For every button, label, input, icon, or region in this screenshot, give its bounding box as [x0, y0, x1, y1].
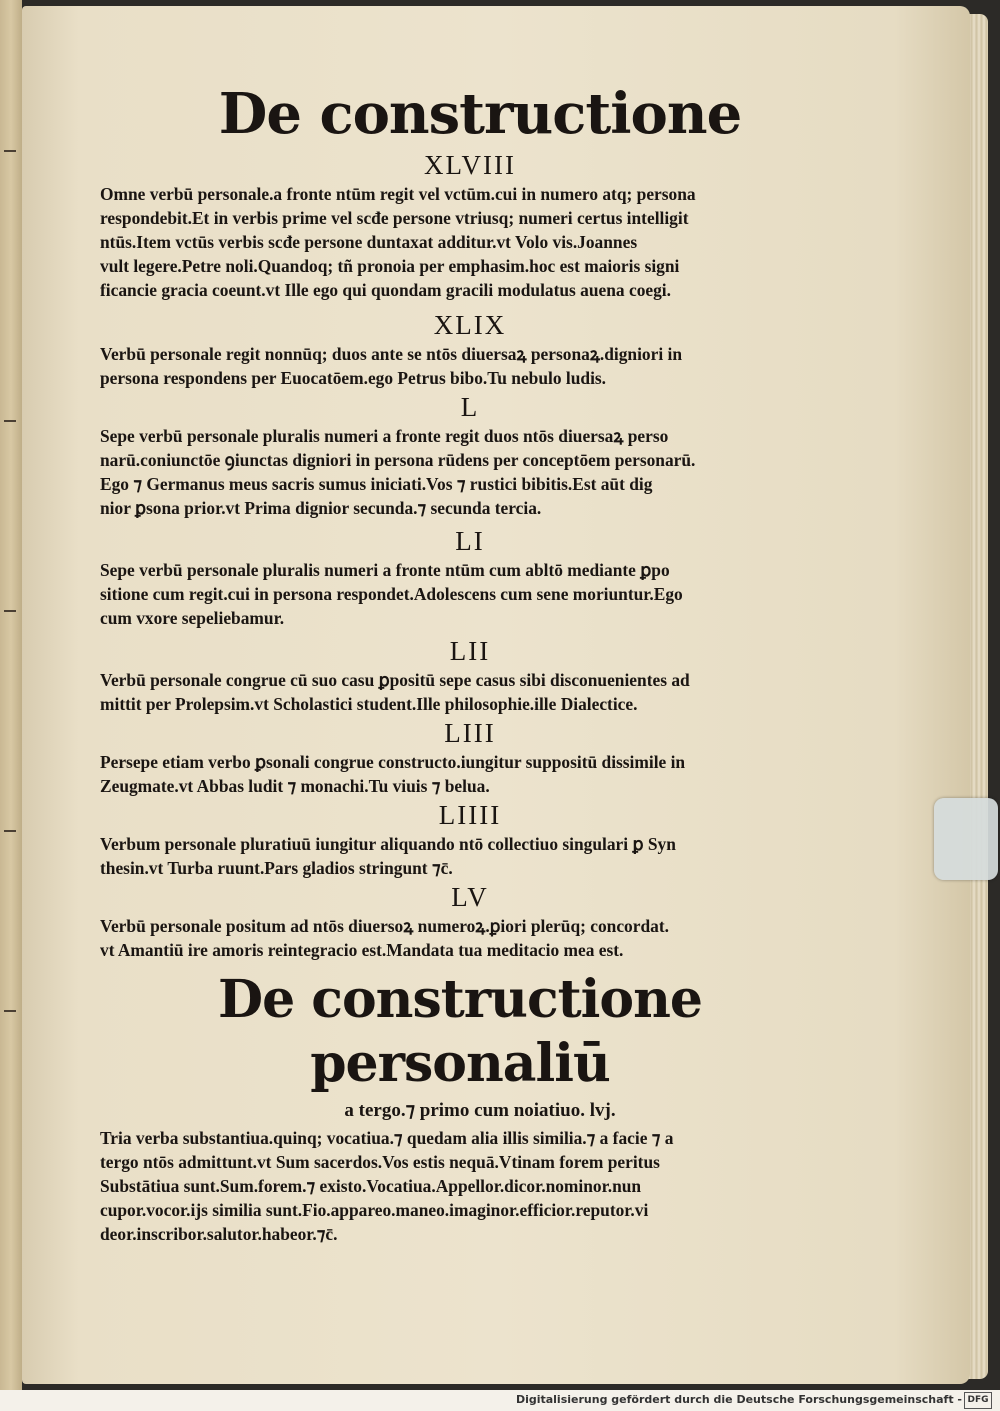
text-line: Substātiua sunt.Sum.forem.⁊ existo.Vocatiua.Appellor.dicor.nominor.nun [100, 1176, 642, 1196]
section-paragraph [100, 668, 820, 716]
book-binding [0, 0, 22, 1390]
text-line: nior ꝑsona prior.vt Prima dignior secunda.⁊ secunda tercia. [100, 498, 542, 518]
text-line: tergo ntōs admittunt.vt Sum sacerdos.Vos estis nequā.Vtinam forem peritus [100, 1152, 660, 1172]
text-line: ficancie gracia coeunt.vt Ille ego qui quondam gracili modulatus auena coegi. [100, 280, 671, 300]
section-lii [100, 634, 820, 716]
section-numeral: LI [455, 526, 485, 556]
text-line: thesin.vt Turba ruunt.Pars gladios stringunt ⁊c̄. [100, 858, 453, 878]
text-line: Ego ⁊ Germanus meus sacris sumus iniciati.Vos ⁊ rustici bibitis.Est aūt dig [100, 474, 653, 494]
text-line: Verbū personale regit nonnūq; duos ante se ntōs diuersaꝝ personaꝝ.digniori in [100, 344, 683, 364]
binding-mark [4, 830, 16, 832]
text-line: Omne verbū personale.a fronte ntūm regit vel vctūm.cui in numero atq; persona [100, 184, 696, 204]
text-line: cum vxore sepeliebamur. [100, 608, 285, 628]
dfg-logo-icon: DFG [964, 1392, 992, 1409]
text-line: sitione cum regit.cui in persona respondet.Adolescens cum sene moriuntur.Ego [100, 584, 683, 604]
text-line: Verbū personale congrue cū suo casu ꝑpositū sepe casus sibi disconuenientes ad [100, 670, 690, 690]
text-line: Verbū personale positum ad ntōs diuersoꝝ numeroꝝ.ꝑiori plerūq; concordat. [100, 916, 669, 936]
text-line: persona respondens per Euocatōem.ego Petrus bibo.Tu nebulo ludis. [100, 368, 607, 388]
section-paragraph [100, 558, 820, 630]
section-numeral: LIII [444, 718, 496, 748]
text-line: Sepe verbū personale pluralis numeri a fronte ntūm cum abltō mediante ꝑpo [100, 560, 670, 580]
bookmark-tab [934, 798, 998, 880]
section-numeral: LV [451, 882, 489, 912]
section-numeral: XLVIII [424, 150, 516, 180]
page-title: De constructione [218, 81, 742, 147]
section-numeral: LIIII [438, 800, 502, 830]
section-numeral: XLIX [433, 310, 507, 340]
binding-mark [4, 610, 16, 612]
section-xlix [100, 308, 820, 390]
section-paragraph [100, 424, 820, 520]
binding-mark [4, 1010, 16, 1012]
final-paragraph [100, 1126, 820, 1246]
section-liii [100, 716, 820, 798]
text-line: deor.inscribor.salutor.habeor.⁊c̄. [100, 1224, 338, 1244]
text-line: Persepe etiam verbo ꝑsonali congrue constructo.iungitur suppositū dissimile in [100, 752, 686, 772]
text-line: vt Amantiū ire amoris reintegracio est.Mandata tua meditacio mea est. [100, 940, 624, 960]
section-paragraph [100, 182, 820, 302]
section-lv [100, 880, 820, 962]
section-numeral: L [460, 392, 480, 422]
text-line: mittit per Prolepsim.vt Scholastici student.Ille philosophie.ille Dialectice. [100, 694, 638, 714]
text-line: Tria verba substantiua.quinq; vocatiua.⁊ quedam alia illis similia.⁊ a facie ⁊ a [100, 1128, 674, 1148]
text-line: cupor.vocor.ijs similia sunt.Fio.appareo.maneo.imaginor.efficior.reputor.vi [100, 1200, 649, 1220]
text-line: respondebit.Et in verbis prime vel scđe persone vtriusq; numeri certus intelligit [100, 208, 689, 228]
text-line: Verbum personale pluratiuū iungitur aliquando ntō collectiuo singulari ꝑ Syn [100, 834, 676, 854]
footer-bar [0, 1390, 1000, 1411]
text-line: ntūs.Item vctūs verbis scđe persone duntaxat additur.vt Volo vis.Joannes [100, 232, 638, 252]
section-subheading: a tergo.⁊ primo cum noiatiuo. lvj. [344, 1100, 616, 1121]
section-paragraph [100, 750, 820, 798]
section-paragraph [100, 832, 820, 880]
section-xlviii [100, 148, 820, 302]
section-li [100, 524, 820, 630]
text-line: narū.coniunctōe ꝯiunctas digniori in persona rūdens per conceptōem personarū. [100, 450, 696, 470]
text-line: Zeugmate.vt Abbas ludit ⁊ monachi.Tu viuis ⁊ belua. [100, 776, 490, 796]
footer-credit: Digitalisierung gefördert durch die Deutsche Forschungsgemeinschaft - [515, 1393, 962, 1406]
binding-mark [4, 150, 16, 152]
page-text [100, 80, 820, 1246]
text-line: vult legere.Petre noli.Quandoq; tñ pronoia per emphasim.hoc est maioris signi [100, 256, 680, 276]
binding-mark [4, 420, 16, 422]
section-numeral: LII [449, 636, 491, 666]
section-heading: De constructione personaliū [218, 969, 702, 1094]
section-l [100, 390, 820, 520]
section-liiii [100, 798, 820, 880]
text-line: Sepe verbū personale pluralis numeri a fronte regit duos ntōs diuersaꝝ perso [100, 426, 669, 446]
section-paragraph [100, 342, 820, 390]
section-paragraph [100, 914, 820, 962]
